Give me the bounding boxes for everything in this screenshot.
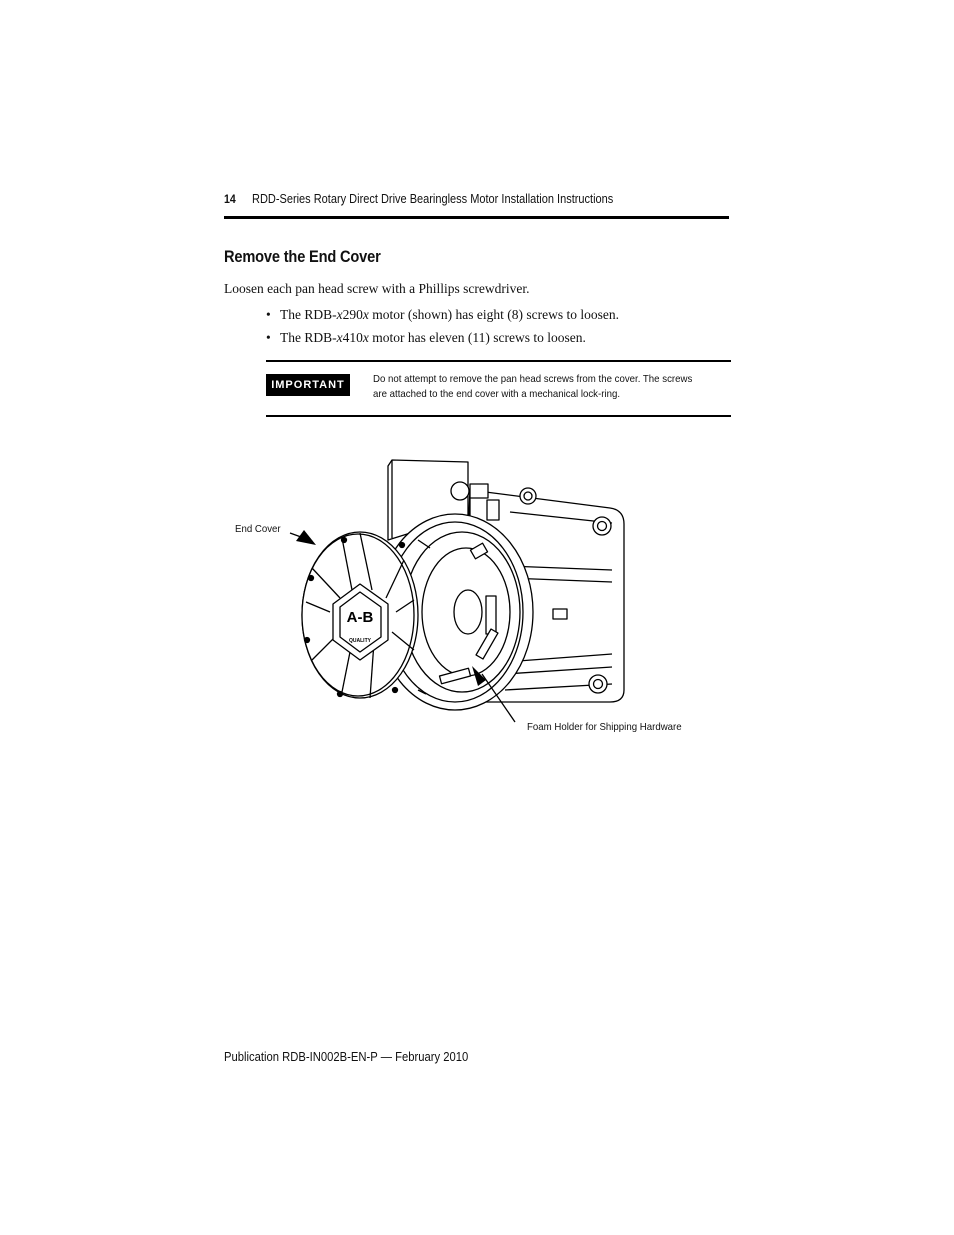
bullet-text: x — [336, 307, 343, 322]
foam-holder-label: Foam Holder for Shipping Hardware — [527, 721, 682, 733]
bullet-dot: • — [266, 307, 271, 322]
section-heading: Remove the End Cover — [224, 247, 381, 266]
bullet-text: motor (shown) has eight (8) screws to loosen. — [368, 307, 619, 322]
important-notice — [266, 360, 731, 417]
page-header — [224, 192, 729, 219]
important-text: Do not attempt to remove the pan head screws from the cover. The screws are attached to the end cover with a mechanical lock-ring. — [373, 373, 693, 400]
bullet-text: x — [336, 330, 343, 345]
logo-subtext: QUALITY — [349, 638, 371, 644]
bullet-text: motor has eleven (11) screws to loosen. — [368, 330, 586, 345]
bullet-dot: • — [266, 330, 271, 345]
page-number: 14 — [224, 192, 236, 206]
bullet-item — [266, 307, 619, 323]
bullet-text: x — [362, 330, 369, 345]
bullet-text: The RDB- — [280, 330, 337, 345]
bullet-item — [266, 330, 586, 346]
end-cover-label: End Cover — [235, 523, 281, 535]
logo-text: A-B — [346, 609, 374, 626]
bullet-text: x — [362, 307, 369, 322]
bullet-text: 410 — [342, 330, 363, 345]
motor-illustration — [228, 455, 698, 740]
publication-footer: Publication RDB-IN002B-EN-P — February 2010 — [224, 1050, 469, 1064]
bullet-text: The RDB- — [280, 307, 337, 322]
bullet-text: 290 — [342, 307, 363, 322]
important-label: IMPORTANT — [266, 374, 350, 396]
running-title: RDD-Series Rotary Direct Drive Bearingless Motor Installation Instructions — [252, 192, 614, 206]
intro-paragraph: Loosen each pan head screw with a Phillips screwdriver. — [224, 281, 530, 296]
